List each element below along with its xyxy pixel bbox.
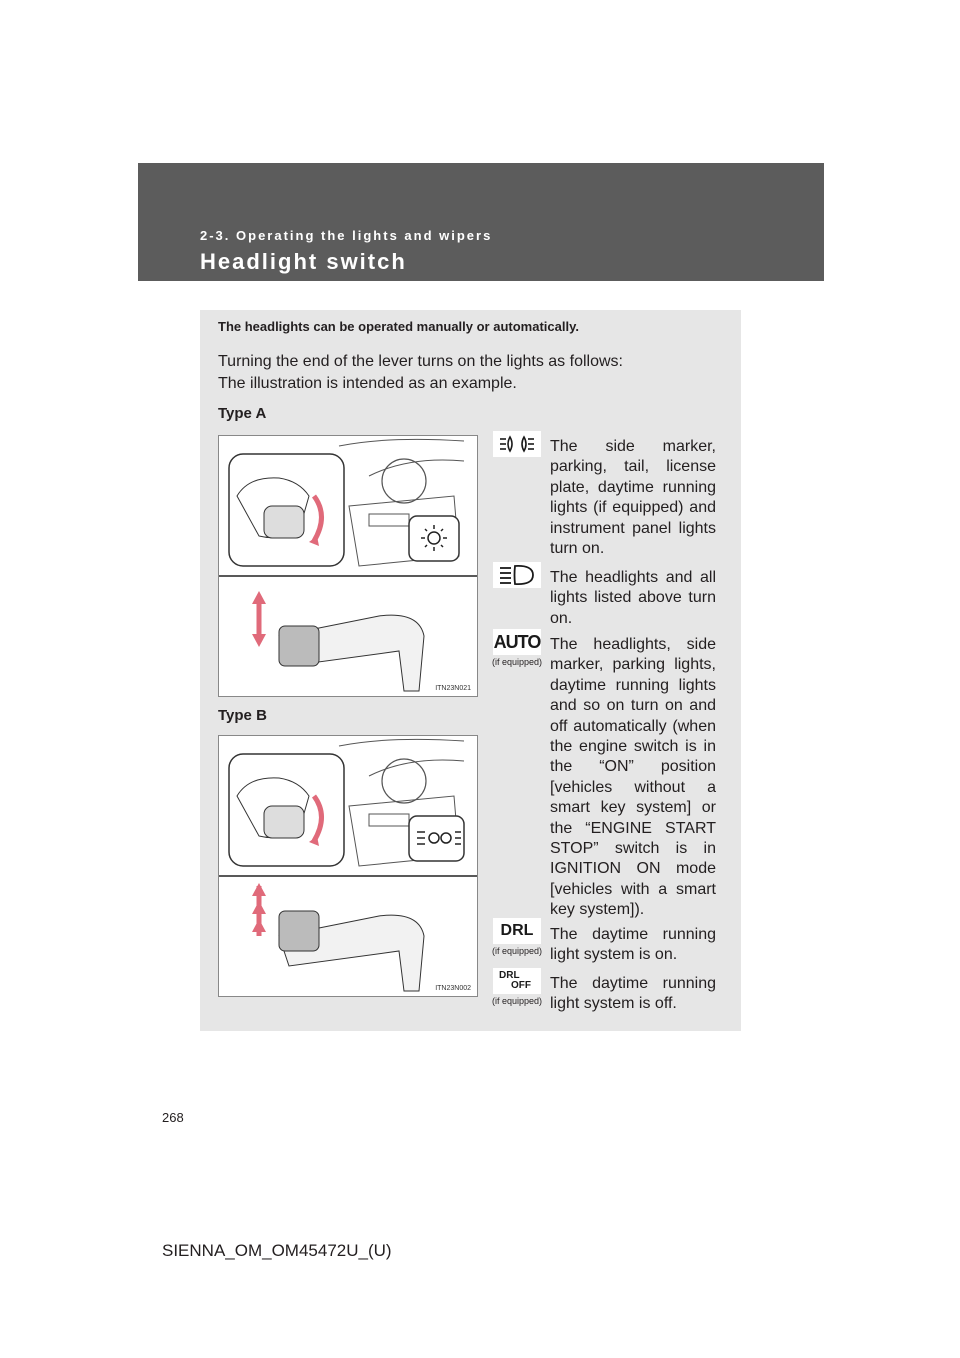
position-description: The daytime running light system is off. [550, 975, 716, 1013]
position-description: The daytime running light system is on. [550, 926, 716, 964]
position-symbol [488, 562, 546, 588]
chapter-header [138, 163, 824, 281]
auto-icon: AUTO [493, 629, 541, 655]
off-label: OFF [511, 980, 531, 991]
drl-icon: DRL [493, 918, 541, 944]
document-id: SIENNA_OM_OM45472U_(U) [162, 1241, 392, 1260]
type-b-label: Type B [218, 707, 267, 724]
drl-label: DRL [499, 970, 520, 981]
if-equipped-note: (if equipped) [491, 657, 543, 667]
if-equipped-note: (if equipped) [491, 996, 543, 1006]
intro-line-1: Turning the end of the lever turns on the lights as follows: [218, 353, 623, 370]
type-a-label: Type A [218, 405, 267, 422]
position-symbol [488, 629, 546, 667]
parking-light-icon [493, 431, 541, 457]
headlight-icon [493, 562, 541, 588]
page-number: 268 [162, 1110, 184, 1125]
page-title: Headlight switch [200, 249, 407, 274]
type-b-illustration [218, 735, 478, 997]
position-symbol [488, 968, 546, 1006]
illustration-code: ITN23N002 [435, 985, 471, 992]
intro-line-2: The illustration is intended as an example. [218, 375, 517, 392]
if-equipped-note: (if equipped) [491, 946, 543, 956]
intro-bold-text: The headlights can be operated manually or automatically. [218, 319, 579, 334]
drl-off-icon [493, 968, 541, 994]
position-description: The headlights and all lights listed above turn on. [550, 569, 716, 627]
section-label: 2-3. Operating the lights and wipers [200, 228, 493, 243]
type-a-illustration [218, 435, 478, 697]
position-description: The side marker, parking, tail, license plate, daytime running lights (if equipped) and instrument panel lights turn on. [550, 438, 716, 558]
illustration-code: ITN23N021 [435, 685, 471, 692]
position-symbol [488, 918, 546, 956]
position-description: The headlights, side marker, parking lights, daytime running lights and so on turn on and off automatically (when the engine switch is in the “ON” position [vehicles without a smart key system] or the “ENGINE START STOP” switch is in IGNITION ON mode [vehicles with a smart key system]). [550, 636, 716, 919]
position-symbol [488, 431, 546, 457]
